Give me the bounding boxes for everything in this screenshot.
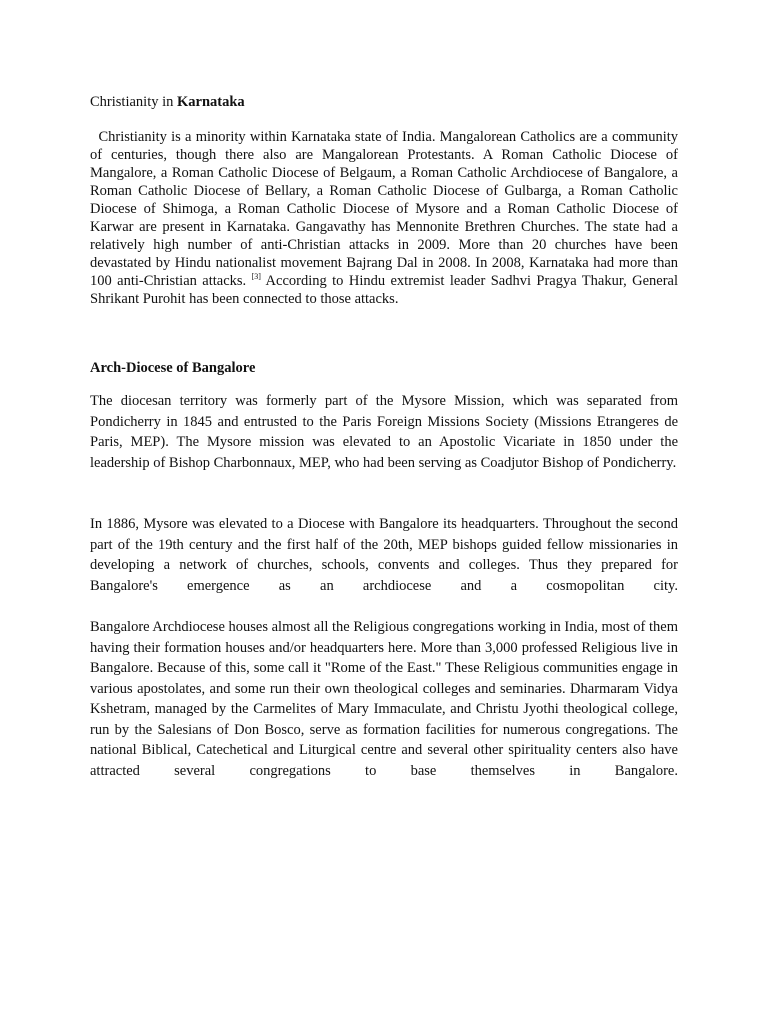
document-title xyxy=(90,93,678,111)
intro-paragraph xyxy=(90,128,678,308)
paragraph-history: The diocesan territory was formerly part of the Mysore Mission, which was separated from Pondicherry in 1845 and entrusted to the Paris Foreign Missions Society (Missions Etrangeres de Paris, MEP). The Mysore mission was elevated to an Apostolic Vicariate in 1850 under the leadership of Bishop Charbonnaux, MEP, who had been serving as Coadjutor Bishop of Pondicherry. xyxy=(90,393,678,471)
intro-text-continued: According to Hindu extremist leader Sadhvi Pragya Thakur, General Shrikant Purohit has been connected to those attacks. xyxy=(90,273,679,307)
section-heading: Arch-Diocese of Bangalore xyxy=(90,360,256,376)
paragraph-congregations: Bangalore Archdiocese houses almost all the Religious congregations working in India, most of them having their formation houses and/or headquarters here. More than 3,000 professed Religious live in Bangalore. Because of this, some call it "Rome of the East." These Religious communities engage in various apostolates, and some run their own theological colleges and seminaries. Dharmaram Vidya Kshetram, managed by the Carmelites of Mary Immaculate, and Christu Jyothi theological college, run by the Salesians of Don Bosco, serve as formation facilities for numerous congregations. The national Biblical, Catechetical and Liturgical centre and several other spirituality centers also have attracted several congregations to base themselves in Bangalore. xyxy=(90,619,678,779)
title-prefix: Christianity in xyxy=(90,94,177,110)
intro-text: Christianity is a minority within Karnataka state of India. Mangalorean Catholics are a community of centuries, though there also are Mangalorean Protestants. A Roman Catholic Diocese of Mangalore, a Roman Catholic Diocese of Belgaum, a Roman Catholic Archdiocese of Bangalore, a Roman Catholic Diocese of Bellary, a Roman Catholic Diocese of Gulbarga, a Roman Catholic Diocese of Shimoga, a Roman Catholic Diocese of Mysore and a Roman Catholic Diocese of Karwar are present in Karnataka. Gangavathy has Mennonite Brethren Churches. The state had a relatively high number of anti-Christian attacks in 2009. More than 20 churches have been devastated by Hindu nationalist movement Bajrang Dal in 2008. In 2008, Karnataka had more than 100 anti-Christian attacks. xyxy=(90,129,679,289)
title-bold: Karnataka xyxy=(177,94,245,110)
paragraph-diocese: In 1886, Mysore was elevated to a Diocese with Bangalore its headquarters. Throughout the second part of the 19th century and the first half of the 20th, MEP bishops guided fellow missionaries in developing a network of churches, schools, convents and colleges. Thus they prepared for Bangalore's emergence as an archdiocese and a cosmopolitan city. xyxy=(90,516,678,594)
reference-marker[interactable]: [3] xyxy=(251,272,261,281)
